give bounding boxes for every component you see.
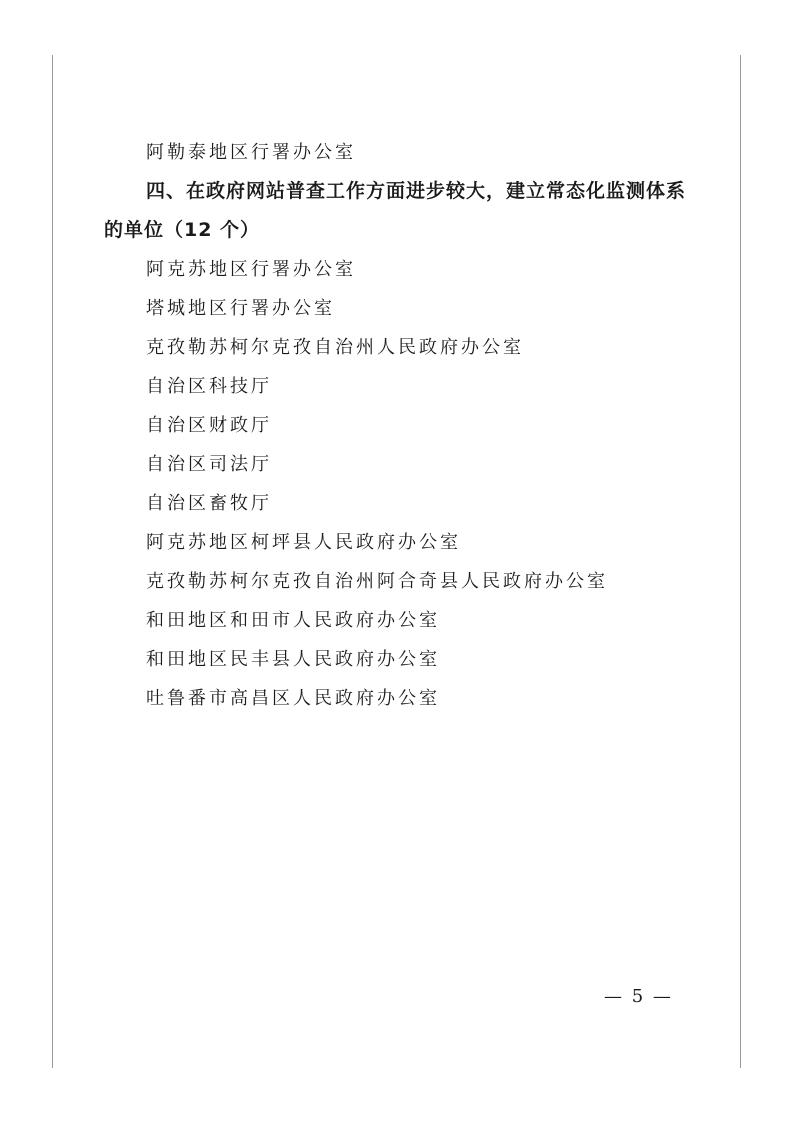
page-number: — 5 — bbox=[604, 986, 673, 1007]
section-heading: 四、在政府网站普查工作方面进步较大，建立常态化监测体系 bbox=[146, 180, 687, 202]
document-body bbox=[104, 133, 704, 718]
list-item: 吐鲁番市高昌区人民政府办公室 bbox=[146, 688, 440, 709]
list-item: 自治区科技厅 bbox=[146, 376, 272, 397]
list-item: 克孜勒苏柯尔克孜自治州阿合奇县人民政府办公室 bbox=[146, 571, 608, 592]
list-item: 自治区畜牧厅 bbox=[146, 493, 272, 514]
list-item: 自治区司法厅 bbox=[146, 454, 272, 475]
section-heading-continued: 的单位（12 个） bbox=[104, 219, 261, 241]
list-item: 自治区财政厅 bbox=[146, 415, 272, 436]
right-margin-line bbox=[740, 55, 741, 1068]
list-item: 阿克苏地区柯坪县人民政府办公室 bbox=[146, 532, 461, 553]
list-item: 和田地区和田市人民政府办公室 bbox=[146, 610, 440, 631]
list-item: 克孜勒苏柯尔克孜自治州人民政府办公室 bbox=[146, 337, 524, 358]
list-item: 塔城地区行署办公室 bbox=[146, 298, 335, 319]
list-item: 阿克苏地区行署办公室 bbox=[146, 259, 356, 280]
list-item: 阿勒泰地区行署办公室 bbox=[146, 142, 356, 163]
list-item: 和田地区民丰县人民政府办公室 bbox=[146, 649, 440, 670]
left-margin-line bbox=[52, 55, 53, 1068]
unit-list bbox=[104, 250, 704, 718]
